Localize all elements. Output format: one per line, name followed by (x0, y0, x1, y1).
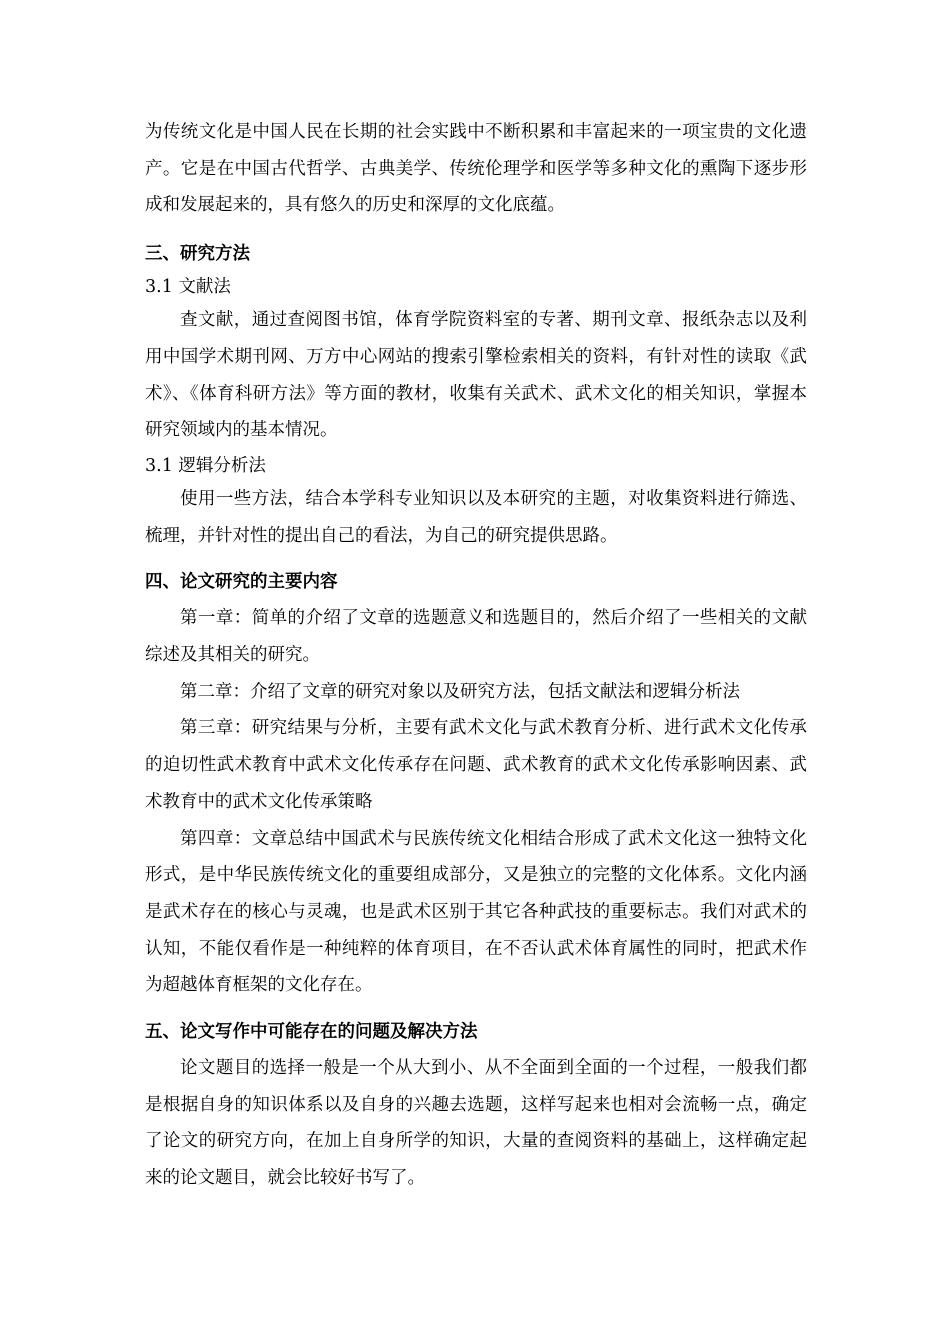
chapter-4-summary: 第四章：文章总结中国武术与民族传统文化相结合形成了武术文化这一独特文化形式，是中华民族传统文化的重要组成部分，又是独立的完整的文化体系。文化内涵是武术存在的核心与灵魂，也是武术区别于其它各种武技的重要标志。我们对武术的认知，不能仅看作是一种纯粹的体育项目，在不否认武术体育属性的同时，把武术作为超越体育框架的文化存在。 (145, 828, 807, 996)
section-5-heading: 五、论文写作中可能存在的问题及解决方法 (145, 1022, 478, 1043)
document-page (145, 114, 807, 1197)
chapter-3-summary: 第三章：研究结果与分析，主要有武术文化与武术教育分析、进行武术文化传承的迫切性武术教育中武术文化传承存在问题、武术教育的武术文化传承影响因素、武术教育中的武术文化传承策略 (145, 718, 807, 812)
chapter-2-summary: 第二章：介绍了文章的研究对象以及研究方法，包括文献法和逻辑分析法 (180, 681, 740, 702)
section-4-heading: 四、论文研究的主要内容 (145, 572, 338, 593)
section-5-text: 论文题目的选择一般是一个从大到小、从不全面到全面的一个过程，一般我们都是根据自身的知识体系以及自身的兴趣去选题，这样写起来也相对会流畅一点，确定了论文的研究方向，在加上自身所学的知识，大量的查阅资料的基础上，这样确定起来的论文题目，就会比较好书写了。 (145, 1058, 807, 1189)
intro-paragraph: 为传统文化是中国人民在长期的社会实践中不断积累和丰富起来的一项宝贵的文化遗产。它是在中国古代哲学、古典美学、传统伦理学和医学等多种文化的熏陶下逐步形成和发展起来的，具有悠久的历史和深厚的文化底蕴。 (145, 122, 807, 216)
section-3-1-text: 查文献，通过查阅图书馆，体育学院资料室的专著、期刊文章、报纸杂志以及利用中国学术期刊网、万方中心网站的搜索引擎检索相关的资料，有针对性的读取《武术》、《体育科研方法》等方面的教材，收集有关武术、武术文化的相关知识，掌握本研究领域内的基本情况。 (145, 310, 807, 441)
section-3-heading: 三、研究方法 (145, 244, 250, 265)
chapter-1-summary: 第一章：简单的介绍了文章的选题意义和选题目的，然后介绍了一些相关的文献综述及其相关的研究。 (145, 608, 807, 666)
section-3-2-text: 使用一些方法，结合本学科专业知识以及本研究的主题，对收集资料进行筛选、梳理，并针对性的提出自己的看法，为自己的研究提供思路。 (145, 488, 807, 546)
section-3-1-title: 3.1 文献法 (145, 277, 231, 298)
section-3-2-title: 3.1 逻辑分析法 (145, 455, 266, 476)
